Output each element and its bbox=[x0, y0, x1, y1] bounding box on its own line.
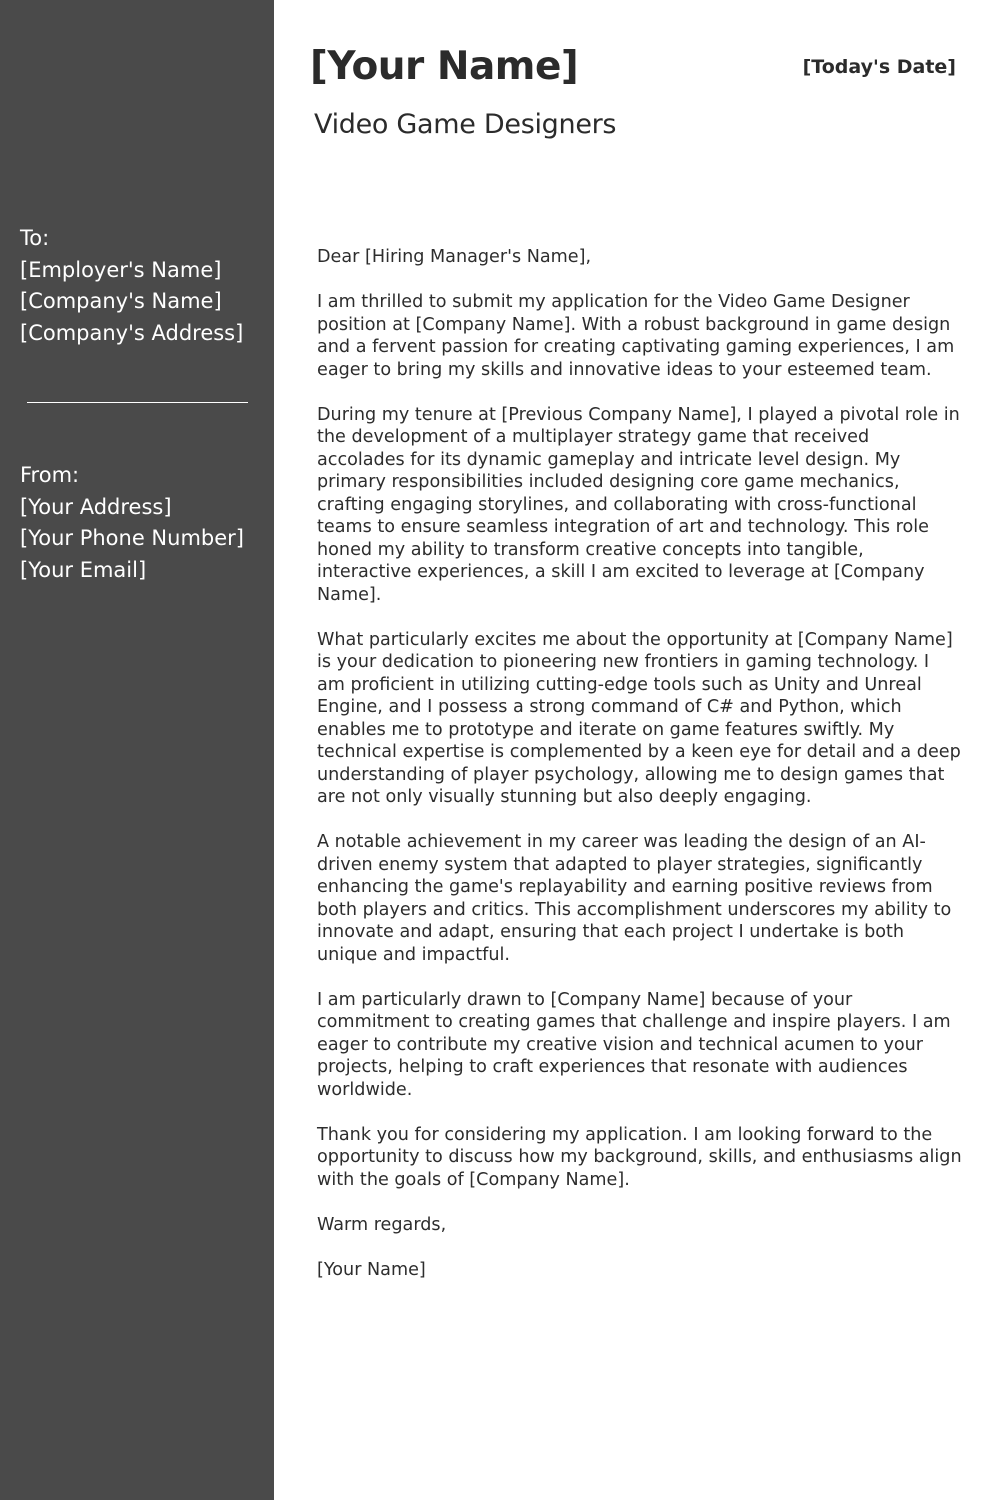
sidebar bbox=[0, 0, 274, 1500]
to-label: To: bbox=[20, 226, 50, 250]
recipient-block bbox=[20, 223, 268, 349]
closing: Warm regards, bbox=[317, 1214, 447, 1235]
paragraph-experience: During my tenure at [Previous Company Name], I played a pivotal role in the development of a multiplayer strategy game that received accolades for its dynamic gameplay and intricate level design. My primary responsibilities included designing core game mechanics, crafting engaging storylines, and collaborating with cross-functional teams to ensure seamless integration of art and technology. This role honed my ability to transform creative concepts into tangible, interactive experiences, a skill I am excited to leverage at [Company Name]. bbox=[317, 404, 960, 605]
company-address: [Company's Address] bbox=[20, 320, 244, 345]
employer-name: [Employer's Name] bbox=[20, 257, 222, 282]
letter-date: [Today's Date] bbox=[802, 56, 956, 78]
company-name: [Company's Name] bbox=[20, 289, 222, 313]
signature: [Your Name] bbox=[317, 1259, 426, 1280]
salutation: Dear [Hiring Manager's Name], bbox=[317, 247, 592, 267]
from-label: From: bbox=[20, 463, 80, 487]
applicant-name: [Your Name] bbox=[310, 44, 579, 89]
sender-address: [Your Address] bbox=[20, 494, 172, 519]
paragraph-thanks: Thank you for considering my application. I am looking forward to the opportunity to discuss how my background, skills, and enthusiasms align with the goals of [Company Name]. bbox=[317, 1124, 962, 1190]
job-title: Video Game Designers bbox=[314, 109, 617, 140]
sender-phone: [Your Phone Number] bbox=[20, 526, 244, 550]
paragraph-intro: I am thrilled to submit my application for the Video Game Designer position at [Company Name]. With a robust background in game design and a fervent passion for creating captivating gaming experiences, I am eager to bring my skills and innovative ideas to your esteemed team. bbox=[317, 292, 955, 380]
sender-block bbox=[20, 460, 268, 586]
paragraph-skills: What particularly excites me about the opportunity at [Company Name] is your dedication to pioneering new frontiers in gaming technology. I am proficient in utilizing cutting-edge tools such as Unity and Unreal Engine, and I possess a strong command of C# and Python, which enables me to prototype and iterate on game features swiftly. My technical expertise is complemented by a keen eye for detail and a deep understanding of player psychology, allowing me to design games that are not only visually stunning but also deeply engaging. bbox=[317, 629, 961, 807]
sender-email: [Your Email] bbox=[20, 557, 147, 582]
sidebar-divider bbox=[27, 402, 248, 403]
paragraph-motivation: I am particularly drawn to [Company Name] because of your commitment to creating games that challenge and inspire players. I am eager to contribute my creative vision and technical acumen to your projects, helping to craft experiences that resonate with audiences worldwide. bbox=[317, 989, 951, 1100]
letter-body bbox=[317, 246, 962, 1304]
paragraph-achievement: A notable achievement in my career was leading the design of an AI-driven enemy system that adapted to player strategies, significantly enhancing the game's replayability and earning positive reviews from both players and critics. This accomplishment underscores my ability to innovate and adapt, ensuring that each project I undertake is both unique and impactful. bbox=[317, 832, 952, 965]
